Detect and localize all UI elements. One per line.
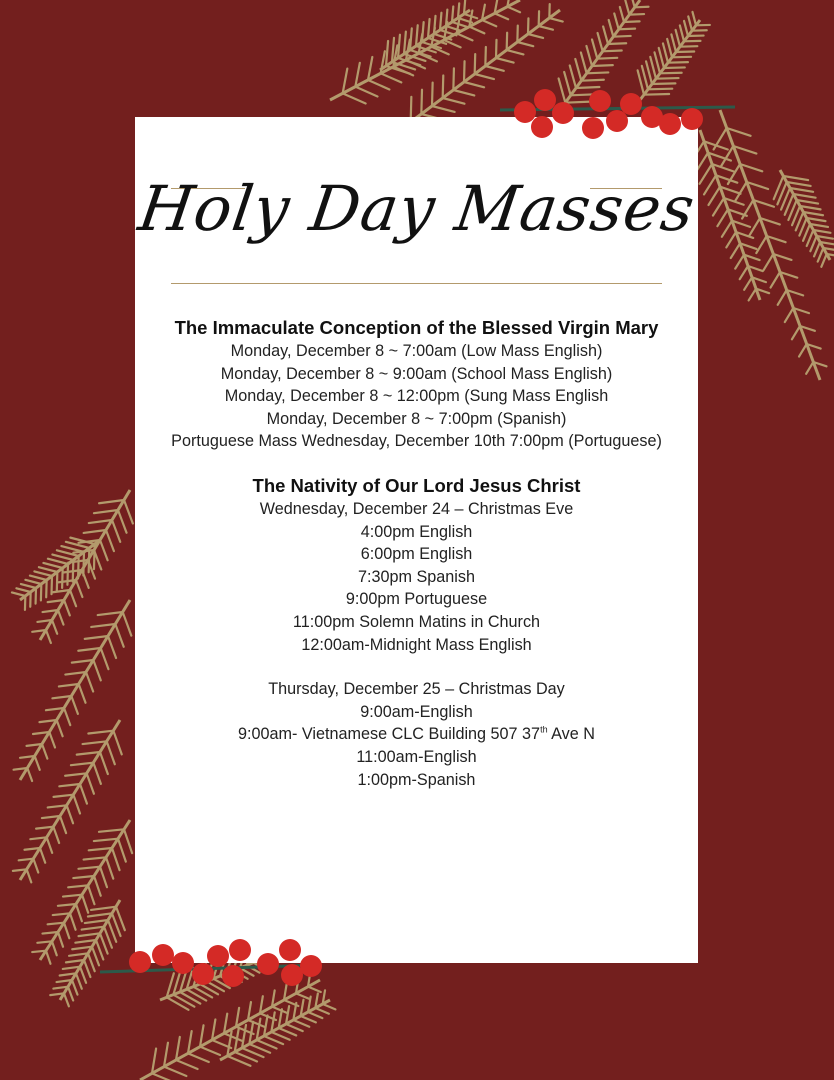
mass-time: Monday, December 8 ~ 9:00am (School Mass English)	[220, 364, 613, 383]
pine-branch	[330, 0, 520, 103]
pine-branch	[12, 538, 100, 610]
ordinal-suffix: th	[540, 724, 548, 735]
mass-time: 9:00pm Portuguese	[345, 590, 488, 609]
mass-time	[135, 723, 698, 746]
section-heading: The Immaculate Conception of the Blessed Virgin Mary	[174, 317, 659, 338]
page-title: Holy Day Masses	[134, 172, 700, 245]
mass-time-text: 9:00am- Vietnamese CLC Building 507 37	[238, 725, 541, 744]
pine-branch	[559, 0, 649, 110]
mass-time: Monday, December 8 ~ 7:00am (Low Mass English)	[230, 342, 603, 360]
mass-time: Monday, December 8 ~ 7:00pm (Spanish)	[266, 409, 567, 428]
schedule	[135, 316, 698, 791]
pine-branch	[638, 12, 710, 100]
mass-time: 12:00am-Midnight Mass English	[301, 635, 532, 654]
mass-time: 7:30pm Spanish	[358, 567, 475, 586]
mass-time: 11:00pm Solemn Matins in Church	[292, 612, 541, 631]
mass-time: 1:00pm-Spanish	[357, 770, 476, 789]
mass-time: Portuguese Mass Wednesday, December 10th 7:00pm (Portuguese)	[171, 432, 662, 451]
mass-time: 6:00pm English	[360, 545, 473, 564]
divider	[171, 283, 662, 284]
mass-time: 11:00am-English	[356, 747, 477, 766]
day-label: Thursday, December 25 – Christmas Day	[268, 680, 565, 699]
pine-branch	[714, 110, 827, 380]
section-heading: The Nativity of Our Lord Jesus Christ	[252, 474, 581, 496]
pine-branch	[14, 600, 132, 781]
mass-time-text: Ave N	[547, 725, 595, 744]
day-label: Wednesday, December 24 – Christmas Eve	[259, 499, 574, 518]
mass-time: Monday, December 8 ~ 12:00pm (Sung Mass English	[224, 387, 609, 406]
mass-time: 9:00am-English	[360, 702, 473, 721]
pine-branch	[50, 900, 125, 1006]
mass-time: 4:00pm English	[360, 522, 473, 541]
